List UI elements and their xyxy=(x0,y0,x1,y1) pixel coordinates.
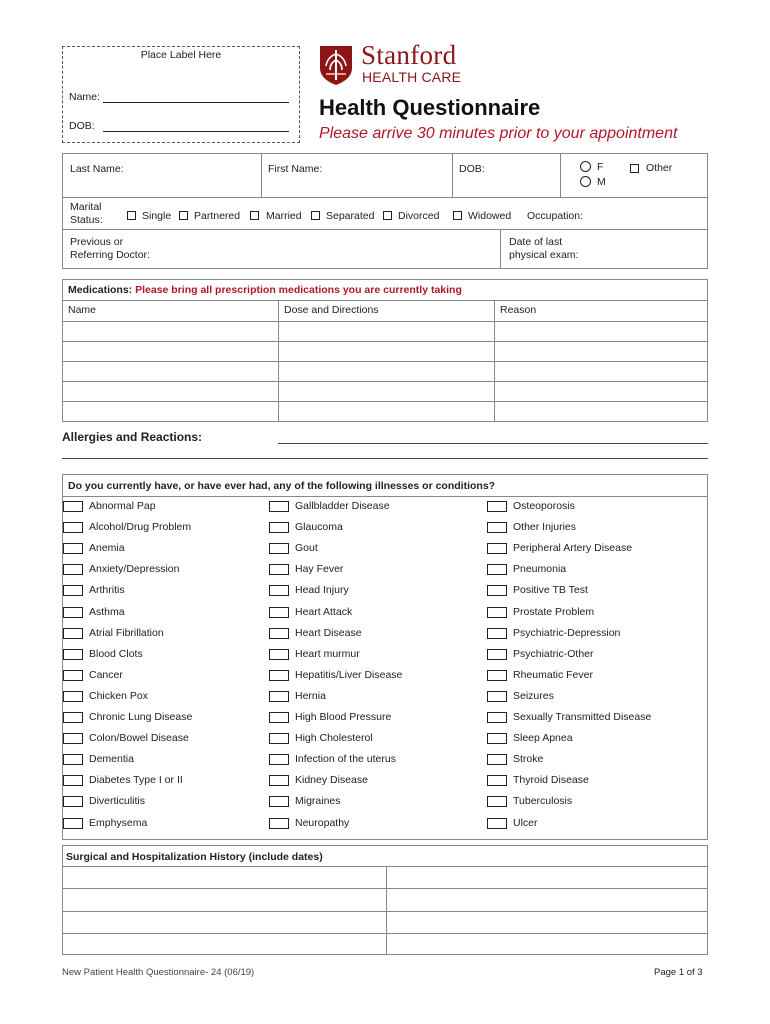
label-dob-caption: DOB: xyxy=(69,120,95,132)
condition-checkbox[interactable] xyxy=(487,775,507,786)
marital-status-label-2: Status: xyxy=(70,214,103,226)
last-physical-label: Date of last xyxy=(509,236,563,248)
condition-label: Neuropathy xyxy=(295,816,350,829)
condition-checkbox[interactable] xyxy=(487,628,507,639)
allergies-field-2[interactable] xyxy=(62,458,708,459)
condition-label: Kidney Disease xyxy=(295,774,368,787)
marital-married-label: Married xyxy=(266,210,302,222)
condition-label: Other Injuries xyxy=(513,521,577,534)
condition-label: Hepatitis/Liver Disease xyxy=(295,668,403,681)
referring-doctor-label: Previous or xyxy=(70,236,124,248)
condition-checkbox[interactable] xyxy=(269,670,289,681)
condition-checkbox[interactable] xyxy=(63,754,83,765)
condition-checkbox[interactable] xyxy=(63,607,83,618)
condition-checkbox[interactable] xyxy=(63,649,83,660)
condition-label: Psychiatric-Depression xyxy=(513,626,621,639)
condition-checkbox[interactable] xyxy=(487,543,507,554)
condition-checkbox[interactable] xyxy=(63,564,83,575)
conditions-section xyxy=(62,474,708,840)
logo-subtitle: HEALTH CARE xyxy=(362,69,462,85)
condition-label: Psychiatric-Other xyxy=(513,647,594,660)
surgical-history-table xyxy=(62,845,708,955)
condition-checkbox[interactable] xyxy=(487,712,507,723)
condition-checkbox[interactable] xyxy=(487,670,507,681)
condition-label: Pneumonia xyxy=(513,563,567,576)
condition-checkbox[interactable] xyxy=(487,522,507,533)
med-col-reason: Reason xyxy=(500,304,537,316)
marital-partnered-checkbox[interactable] xyxy=(179,211,188,220)
occupation-label: Occupation: xyxy=(527,210,584,222)
condition-checkbox[interactable] xyxy=(63,775,83,786)
sex-f-radio[interactable] xyxy=(580,161,591,172)
condition-label: Heart Disease xyxy=(295,626,362,639)
condition-checkbox[interactable] xyxy=(63,628,83,639)
condition-checkbox[interactable] xyxy=(269,712,289,723)
condition-checkbox[interactable] xyxy=(63,585,83,596)
med-col-dose: Dose and Directions xyxy=(284,304,379,316)
condition-label: High Cholesterol xyxy=(295,732,373,745)
condition-label: Stroke xyxy=(513,753,544,766)
condition-checkbox[interactable] xyxy=(269,607,289,618)
condition-checkbox[interactable] xyxy=(487,691,507,702)
condition-checkbox[interactable] xyxy=(487,733,507,744)
condition-checkbox[interactable] xyxy=(269,522,289,533)
condition-label: Anemia xyxy=(89,542,125,555)
condition-label: Thyroid Disease xyxy=(513,774,589,787)
condition-label: Rheumatic Fever xyxy=(513,668,593,681)
condition-label: Arthritis xyxy=(89,584,125,597)
footer-page-number: Page 1 of 3 xyxy=(654,967,703,978)
condition-label: Prostate Problem xyxy=(513,605,595,618)
condition-label: Hay Fever xyxy=(295,563,344,576)
condition-checkbox[interactable] xyxy=(269,564,289,575)
condition-label: Chronic Lung Disease xyxy=(89,711,193,723)
condition-checkbox[interactable] xyxy=(63,733,83,744)
condition-label: Blood Clots xyxy=(89,647,143,660)
label-name-caption: Name: xyxy=(69,91,100,103)
marital-divorced-label: Divorced xyxy=(398,210,440,222)
last-physical-label-2: physical exam: xyxy=(509,249,579,261)
document-title: Health Questionnaire xyxy=(319,95,541,120)
marital-widowed-label: Widowed xyxy=(468,210,512,222)
condition-label: Diabetes Type I or II xyxy=(89,774,183,787)
condition-label: Anxiety/Depression xyxy=(89,563,180,576)
condition-checkbox[interactable] xyxy=(487,818,507,829)
sex-m-radio[interactable] xyxy=(580,176,591,187)
condition-label: Alcohol/Drug Problem xyxy=(89,521,192,534)
condition-checkbox[interactable] xyxy=(63,712,83,723)
last-name-label: Last Name: xyxy=(70,163,124,175)
footer-form-id: New Patient Health Questionnaire- 24 (06/19) xyxy=(62,967,255,978)
marital-separated-checkbox[interactable] xyxy=(311,211,320,220)
condition-checkbox[interactable] xyxy=(269,775,289,786)
dob-label: DOB: xyxy=(459,163,485,175)
patient-info-table xyxy=(62,153,708,269)
condition-label: Peripheral Artery Disease xyxy=(513,542,633,555)
marital-status-label: Marital xyxy=(70,201,102,213)
condition-checkbox[interactable] xyxy=(63,796,83,807)
condition-label: Migraines xyxy=(295,795,341,808)
allergies-label: Allergies and Reactions: xyxy=(62,430,203,444)
condition-checkbox[interactable] xyxy=(487,607,507,618)
label-dob-field[interactable] xyxy=(103,131,289,132)
condition-label: Ulcer xyxy=(513,816,538,829)
condition-checkbox[interactable] xyxy=(63,691,83,702)
condition-checkbox[interactable] xyxy=(63,670,83,681)
marital-single-checkbox[interactable] xyxy=(127,211,136,220)
condition-label: Positive TB Test xyxy=(513,584,588,597)
condition-label: High Blood Pressure xyxy=(295,711,392,723)
conditions-heading: Do you currently have, or have ever had, any of the following illnesses or conditions? xyxy=(68,480,496,492)
medications-heading-label: Medications: xyxy=(68,284,133,296)
condition-checkbox[interactable] xyxy=(487,585,507,596)
condition-label: Gallbladder Disease xyxy=(295,500,390,512)
condition-label: Hernia xyxy=(295,689,326,702)
condition-checkbox[interactable] xyxy=(487,564,507,575)
condition-label: Cancer xyxy=(89,668,123,681)
condition-checkbox[interactable] xyxy=(63,501,83,512)
label-box-title: Place Label Here xyxy=(140,49,222,61)
condition-label: Heart Attack xyxy=(295,605,353,618)
medications-table xyxy=(62,279,708,422)
medications-heading xyxy=(68,284,462,296)
surgical-heading: Surgical and Hospitalization History (include dates) xyxy=(66,851,323,863)
referring-doctor-label-2: Referring Doctor: xyxy=(70,249,150,261)
marital-married-checkbox[interactable] xyxy=(250,211,259,220)
condition-checkbox[interactable] xyxy=(269,796,289,807)
condition-label: Gout xyxy=(295,542,318,555)
condition-checkbox[interactable] xyxy=(269,649,289,660)
condition-checkbox[interactable] xyxy=(269,628,289,639)
marital-partnered-label: Partnered xyxy=(194,210,241,222)
condition-checkbox[interactable] xyxy=(63,818,83,829)
marital-single-label: Single xyxy=(142,210,172,222)
sex-m-label: M xyxy=(597,176,606,188)
condition-checkbox[interactable] xyxy=(269,543,289,554)
condition-label: Seizures xyxy=(513,689,554,702)
medications-heading-note: Please bring all prescription medications you are currently taking xyxy=(135,284,462,296)
label-name-field[interactable] xyxy=(103,102,289,103)
sex-other-label: Other xyxy=(646,162,673,174)
condition-checkbox[interactable] xyxy=(487,501,507,512)
condition-label: Tuberculosis xyxy=(513,795,573,808)
patient-label-area xyxy=(62,46,300,143)
allergies-field[interactable] xyxy=(278,443,708,444)
condition-label: Atrial Fibrillation xyxy=(89,626,164,639)
document-subtitle: Please arrive 30 minutes prior to your appointment xyxy=(319,125,678,142)
marital-widowed-checkbox[interactable] xyxy=(453,211,462,220)
sex-f-label: F xyxy=(597,161,604,173)
condition-label: Osteoporosis xyxy=(513,500,575,512)
marital-separated-label: Separated xyxy=(326,210,375,222)
med-col-name: Name xyxy=(68,304,97,316)
condition-label: Diverticulitis xyxy=(89,795,146,808)
condition-label: Sexually Transmitted Disease xyxy=(513,711,652,723)
condition-checkbox[interactable] xyxy=(487,754,507,765)
condition-label: Dementia xyxy=(89,753,134,766)
condition-label: Colon/Bowel Disease xyxy=(89,732,189,745)
condition-checkbox[interactable] xyxy=(487,796,507,807)
condition-label: Abnormal Pap xyxy=(89,500,156,512)
condition-label: Sleep Apnea xyxy=(513,732,573,745)
condition-checkbox[interactable] xyxy=(269,691,289,702)
condition-checkbox[interactable] xyxy=(487,649,507,660)
condition-label: Glaucoma xyxy=(295,521,343,534)
condition-label: Infection of the uterus xyxy=(295,753,396,766)
stanford-tree-shield-icon xyxy=(318,44,354,86)
condition-checkbox[interactable] xyxy=(63,522,83,533)
first-name-label: First Name: xyxy=(268,163,323,175)
logo-wordmark: Stanford xyxy=(361,40,457,70)
condition-label: Emphysema xyxy=(89,816,148,829)
condition-label: Heart murmur xyxy=(295,647,360,660)
condition-label: Asthma xyxy=(89,605,125,618)
condition-checkbox[interactable] xyxy=(269,501,289,512)
condition-checkbox[interactable] xyxy=(269,733,289,744)
condition-checkbox[interactable] xyxy=(269,818,289,829)
condition-checkbox[interactable] xyxy=(63,543,83,554)
condition-label: Chicken Pox xyxy=(89,689,148,702)
condition-label: Head Injury xyxy=(295,584,349,597)
sex-other-checkbox[interactable] xyxy=(630,164,639,173)
marital-divorced-checkbox[interactable] xyxy=(383,211,392,220)
condition-checkbox[interactable] xyxy=(269,585,289,596)
condition-checkbox[interactable] xyxy=(269,754,289,765)
